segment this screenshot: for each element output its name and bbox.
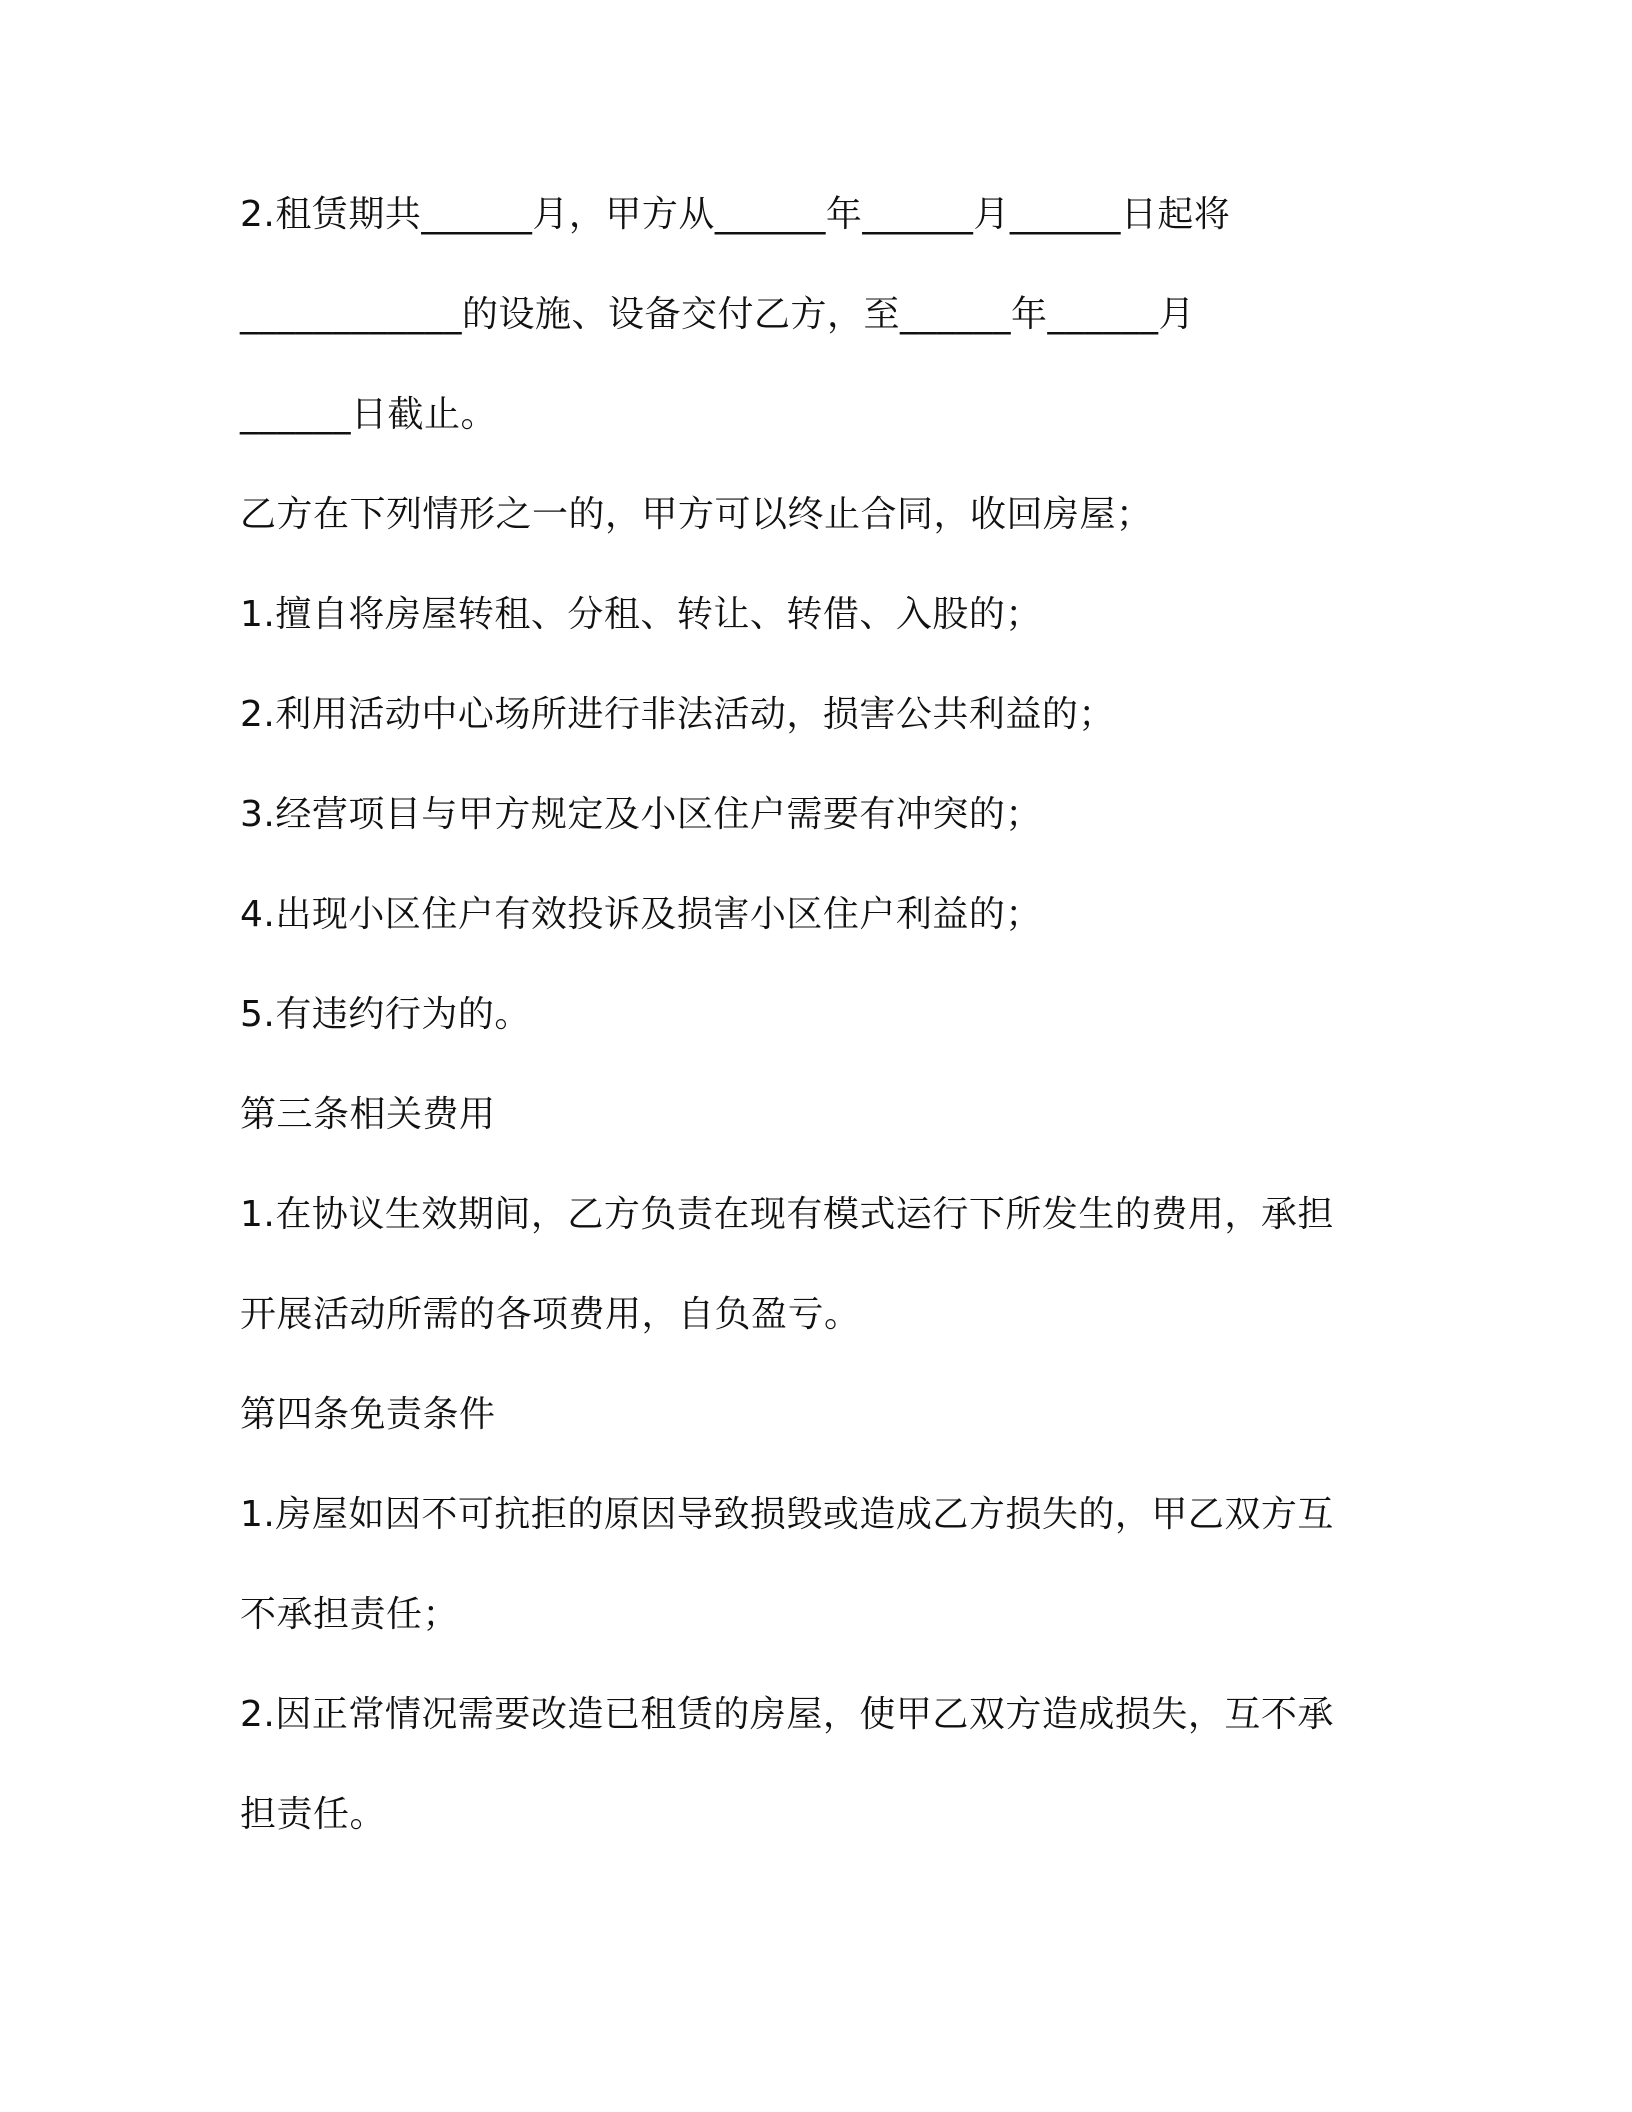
text-line-fees-1a: 1.在协议生效期间，乙方负责在现有模式运行下所发生的费用，承担: [240, 1194, 1334, 1235]
text-line-lease-term: 2.租赁期共______月，甲方从______年______月______日起将: [240, 194, 1231, 235]
text-line-end-date: ______日截止。: [240, 394, 498, 435]
section-heading-exemption: 第四条免责条件: [240, 1394, 496, 1435]
text-line-termination-intro: 乙方在下列情形之一的，甲方可以终止合同，收回房屋；: [240, 494, 1153, 535]
text-line-exemption-1a: 1.房屋如因不可抗拒的原因导致损毁或造成乙方损失的，甲乙双方互: [240, 1494, 1334, 1535]
text-line-item-1: 1.擅自将房屋转租、分租、转让、转借、入股的；: [240, 594, 1042, 635]
text-line-item-2: 2.利用活动中心场所进行非法活动，损害公共利益的；: [240, 694, 1115, 735]
text-line-item-4: 4.出现小区住户有效投诉及损害小区住户利益的；: [240, 894, 1042, 935]
section-heading-fees: 第三条相关费用: [240, 1094, 496, 1135]
text-line-exemption-2a: 2.因正常情况需要改造已租赁的房屋，使甲乙双方造成损失，互不承: [240, 1694, 1334, 1735]
text-line-exemption-1b: 不承担责任；: [240, 1594, 460, 1635]
text-line-exemption-2b: 担责任。: [240, 1794, 387, 1835]
text-line-fees-1b: 开展活动所需的各项费用，自负盈亏。: [240, 1294, 861, 1335]
text-line-handover: ____________的设施、设备交付乙方，至______年______月: [240, 294, 1196, 335]
text-line-item-3: 3.经营项目与甲方规定及小区住户需要有冲突的；: [240, 794, 1042, 835]
text-line-item-5: 5.有违约行为的。: [240, 994, 531, 1035]
